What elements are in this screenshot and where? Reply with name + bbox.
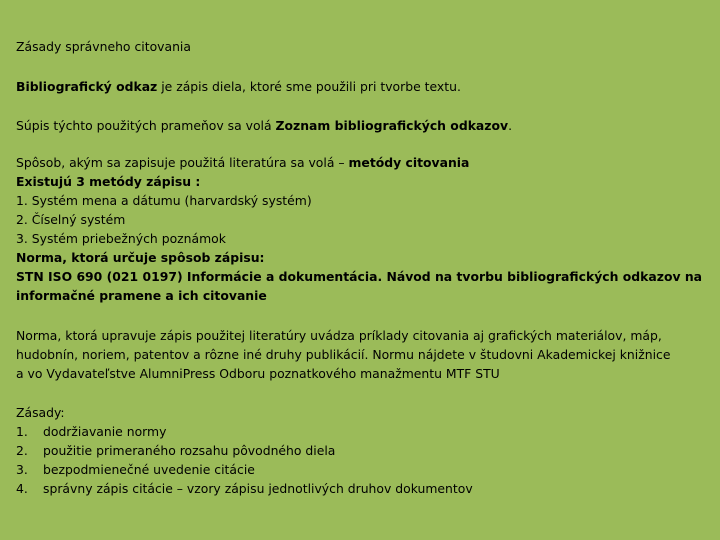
list-item-text: správny zápis citácie – vzory zápisu jednotlivých druhov dokumentov	[43, 481, 473, 496]
methods-count	[16, 172, 706, 191]
norma-title-text: informačné pramene a ich citovanie	[16, 288, 267, 303]
methods-intro	[16, 153, 706, 172]
norma-title-line	[16, 286, 706, 305]
methods-intro-text: Spôsob, akým sa zapisuje použitá literatúra sa volá –	[16, 155, 349, 170]
list-item	[16, 460, 706, 479]
norm-info-line: hudobnín, noriem, patentov a rôzne iné druhy publikácií. Normu nájdete v študovni Akademickej knižnice	[16, 347, 671, 362]
methods-count-text: Existujú 3 metódy zápisu :	[16, 174, 201, 189]
norma-label	[16, 248, 706, 267]
list-item	[16, 441, 706, 460]
paragraph-norm-info	[16, 326, 704, 383]
list-item-text: bezpodmienečné uvedenie citácie	[43, 462, 255, 477]
norm-info-line: Norma, ktorá upravuje zápis použitej literatúry uvádza príklady citovania aj grafických materiálov, máp,	[16, 328, 662, 343]
list-item-number: 3.	[16, 462, 28, 477]
method-item: 3. Systém priebežných poznámok	[16, 231, 226, 246]
norma-title-text: STN ISO 690 (021 0197) Informácie a dokumentácia. Návod na tvorbu bibliografických odkazov na	[16, 269, 703, 284]
method-item: 1. Systém mena a dátumu (harvardský systém)	[16, 193, 312, 208]
paragraph-citation-methods	[16, 153, 706, 305]
definition-text: je zápis diela, ktoré sme použili pri tvorbe textu.	[157, 79, 461, 94]
list-item	[16, 479, 706, 498]
list-item-number: 2.	[16, 443, 28, 458]
list-item-text: použitie primeraného rozsahu pôvodného diela	[43, 443, 336, 458]
term-reference-list: Zoznam bibliografických odkazov	[275, 118, 509, 133]
paragraph-definition	[16, 77, 706, 96]
list-item-number: 1.	[16, 424, 28, 439]
term-citation-methods: metódy citovania	[348, 155, 470, 170]
paragraph-reference-list	[16, 116, 706, 135]
method-item: 2. Číselný systém	[16, 212, 126, 227]
norm-info-line: a vo Vydavateľstve AlumniPress Odboru poznatkového manažmentu MTF STU	[16, 366, 500, 381]
list-item-text: dodržiavanie normy	[43, 424, 167, 439]
reference-list-text: Súpis týchto použitých prameňov sa volá	[16, 118, 276, 133]
norma-label-text: Norma, ktorá určuje spôsob zápisu:	[16, 250, 265, 265]
term-bibliographic-reference: Bibliografický odkaz	[16, 79, 158, 94]
list-item	[16, 422, 706, 441]
norma-title-line	[16, 267, 706, 286]
principles-list	[16, 403, 706, 498]
list-item-number: 4.	[16, 481, 28, 496]
slide-title: Zásady správneho citovania	[16, 39, 191, 54]
principles-heading: Zásady:	[16, 405, 65, 420]
reference-list-end: .	[508, 118, 513, 133]
